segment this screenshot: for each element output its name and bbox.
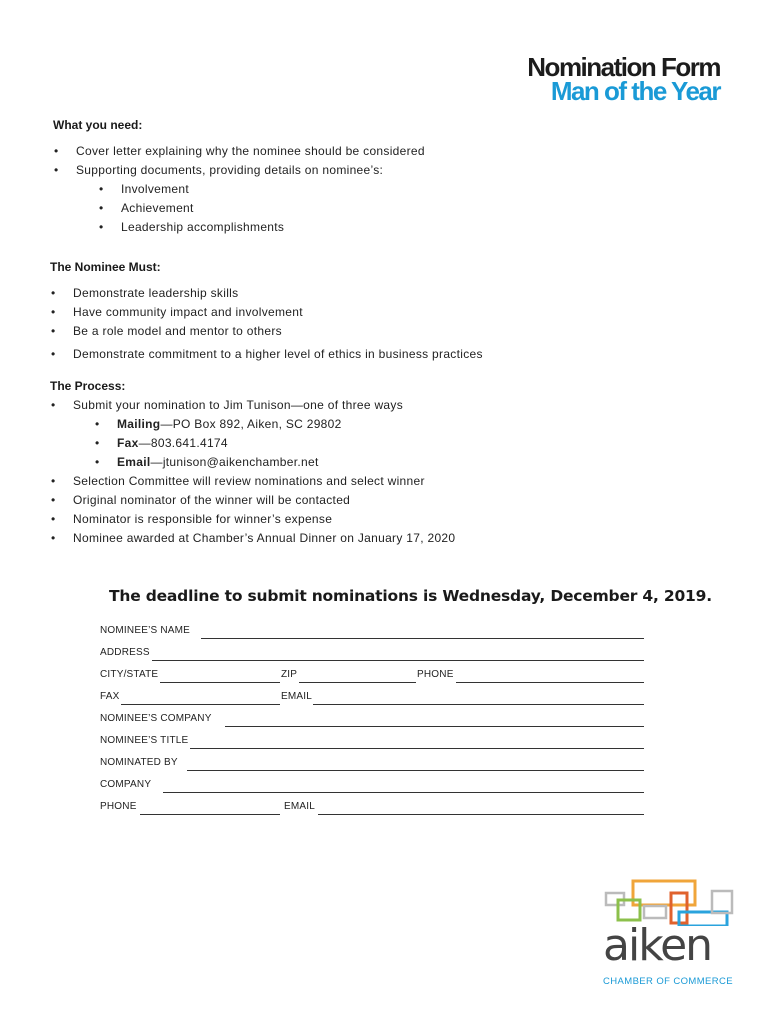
email-label: Email (117, 455, 151, 469)
phone2-label: PHONE (100, 801, 137, 812)
nominee-name-row (100, 625, 644, 641)
list-item: • Demonstrate leadership skills (73, 286, 238, 300)
what-you-need-heading: What you need: (53, 118, 143, 132)
list-item: • Cover letter explaining why the nominee should be considered (76, 144, 425, 158)
fax-item (117, 436, 228, 450)
list-item: • Be a role model and mentor to others (73, 324, 282, 338)
logo-square-gray-right (712, 891, 732, 913)
list-item: • Have community impact and involvement (73, 305, 303, 319)
form-title: Nomination Form (527, 52, 720, 82)
nominee-title-label: NOMINEE’S TITLE (100, 735, 189, 746)
address-label: ADDRESS (100, 647, 150, 658)
phone2-field[interactable] (140, 814, 280, 815)
aiken-logo-word: aiken (603, 920, 712, 971)
list-item: • Submit your nomination to Jim Tunison—one of three ways (73, 398, 403, 412)
phone-field[interactable] (456, 682, 644, 683)
email-item (117, 455, 319, 469)
city-state-label: CITY/STATE (100, 669, 159, 680)
nominee-company-label: NOMINEE’S COMPANY (100, 713, 212, 724)
logo-square-gray-mid (644, 906, 666, 918)
list-item: • Leadership accomplishments (121, 220, 284, 234)
nominee-company-row (100, 713, 644, 729)
company-row (100, 779, 644, 795)
fax-label-field: FAX (100, 691, 120, 702)
process-heading: The Process: (50, 379, 126, 393)
city-state-field[interactable] (160, 682, 280, 683)
list-item: • Involvement (121, 182, 189, 196)
phone-email-row (100, 801, 644, 817)
phone-label: PHONE (417, 669, 454, 680)
deadline-text: The deadline to submit nominations is Wednesday, December 4, 2019. (109, 587, 712, 605)
nominee-name-field[interactable] (201, 638, 644, 639)
form-subtitle: Man of the Year (550, 76, 720, 106)
aiken-logo-subtitle: CHAMBER OF COMMERCE (603, 976, 734, 987)
nominated-by-field[interactable] (187, 770, 644, 771)
nominee-company-field[interactable] (225, 726, 644, 727)
email-label-field: EMAIL (281, 691, 313, 702)
fax-email-row (100, 691, 644, 707)
nominee-title-field[interactable] (190, 748, 644, 749)
mailing-label: Mailing (117, 417, 161, 431)
list-item: • Nominee awarded at Chamber’s Annual Dinner on January 17, 2020 (73, 531, 455, 545)
company-field[interactable] (163, 792, 644, 793)
list-item: • Original nominator of the winner will be contacted (73, 493, 350, 507)
aiken-logo-mark (600, 876, 740, 926)
company-label: COMPANY (100, 779, 152, 790)
list-item: • Achievement (121, 201, 194, 215)
email2-field[interactable] (318, 814, 644, 815)
zip-field[interactable] (299, 682, 416, 683)
list-item: • Supporting documents, providing details on nominee’s: (76, 163, 383, 177)
address-row (100, 647, 644, 663)
mailing-item (117, 417, 342, 431)
zip-label: ZIP (281, 669, 298, 680)
mailing-value: —PO Box 892, Aiken, SC 29802 (160, 417, 342, 431)
fax-value: —803.641.4174 (138, 436, 228, 450)
list-item: • Selection Committee will review nominations and select winner (73, 474, 425, 488)
email-value: —jtunison@aikenchamber.net (150, 455, 319, 469)
email2-label: EMAIL (284, 801, 316, 812)
nominated-by-label: NOMINATED BY (100, 757, 178, 768)
list-item: • Nominator is responsible for winner’s expense (73, 512, 332, 526)
nominee-title-row (100, 735, 644, 751)
city-zip-phone-row (100, 669, 644, 685)
email-field[interactable] (313, 704, 644, 705)
fax-label: Fax (117, 436, 139, 450)
address-field[interactable] (152, 660, 644, 661)
nominee-must-heading: The Nominee Must: (50, 260, 161, 274)
list-item: • Demonstrate commitment to a higher level of ethics in business practices (73, 347, 483, 361)
nominee-name-label: NOMINEE’S NAME (100, 625, 191, 636)
nominated-by-row (100, 757, 644, 773)
fax-field[interactable] (121, 704, 280, 705)
logo-square-green (618, 900, 640, 920)
